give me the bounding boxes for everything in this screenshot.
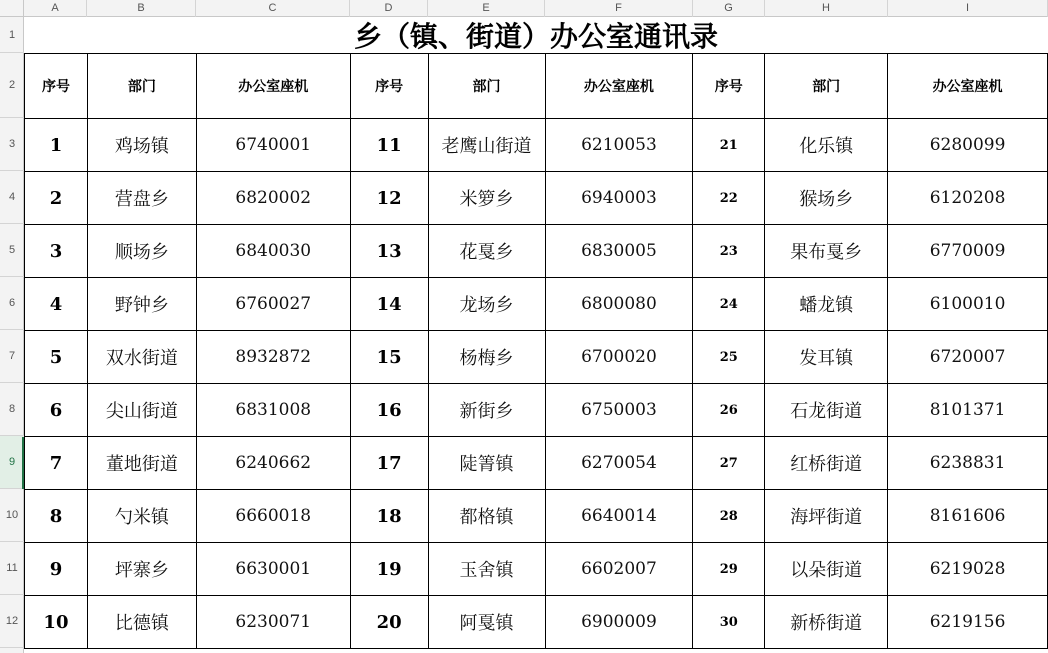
department-cell[interactable]: 营盘乡 [87, 172, 196, 225]
column-label[interactable]: 办公室座机 [888, 54, 1048, 119]
department-cell[interactable]: 陡箐镇 [428, 437, 545, 490]
table-row [25, 225, 1048, 278]
serial-number-cell[interactable]: 27 [693, 437, 765, 490]
department-cell[interactable]: 比德镇 [87, 596, 196, 649]
row-header-3[interactable]: 3 [0, 118, 24, 171]
table-row [25, 331, 1048, 384]
table-row [25, 437, 1048, 490]
office-phone-cell[interactable]: 6740001 [196, 119, 350, 172]
office-phone-cell[interactable]: 6770009 [888, 225, 1048, 278]
row-header-6[interactable]: 6 [0, 277, 24, 330]
serial-number-cell[interactable]: 3 [25, 225, 88, 278]
column-header-g[interactable]: G [693, 0, 765, 17]
directory-table [24, 53, 1048, 649]
serial-number-cell[interactable]: 15 [350, 331, 428, 384]
office-phone-cell[interactable]: 6831008 [196, 384, 350, 437]
column-label[interactable]: 办公室座机 [196, 54, 350, 119]
column-header-c[interactable]: C [196, 0, 350, 17]
serial-number-cell[interactable]: 16 [350, 384, 428, 437]
column-header-h[interactable]: H [765, 0, 888, 17]
department-cell[interactable]: 蟠龙镇 [765, 278, 888, 331]
office-phone-cell[interactable]: 6760027 [196, 278, 350, 331]
department-cell[interactable]: 勺米镇 [87, 490, 196, 543]
department-cell[interactable]: 阿戛镇 [428, 596, 545, 649]
column-header-d[interactable]: D [350, 0, 428, 17]
row-header-1[interactable]: 1 [0, 17, 24, 53]
office-phone-cell[interactable]: 6602007 [545, 543, 693, 596]
department-cell[interactable]: 野钟乡 [87, 278, 196, 331]
serial-number-cell[interactable]: 26 [693, 384, 765, 437]
serial-number-cell[interactable]: 17 [350, 437, 428, 490]
serial-number-cell[interactable]: 19 [350, 543, 428, 596]
serial-number-cell[interactable]: 30 [693, 596, 765, 649]
table-row [25, 172, 1048, 225]
office-phone-cell[interactable]: 8161606 [888, 490, 1048, 543]
serial-number-cell[interactable]: 13 [350, 225, 428, 278]
serial-number-cell[interactable]: 21 [693, 119, 765, 172]
department-cell[interactable]: 果布戛乡 [765, 225, 888, 278]
department-cell[interactable]: 龙场乡 [428, 278, 545, 331]
serial-number-cell[interactable]: 22 [693, 172, 765, 225]
serial-number-cell[interactable]: 6 [25, 384, 88, 437]
office-phone-cell[interactable]: 6660018 [196, 490, 350, 543]
column-label[interactable]: 部门 [765, 54, 888, 119]
column-header-a[interactable]: A [24, 0, 87, 17]
office-phone-cell[interactable]: 6100010 [888, 278, 1048, 331]
table-row [25, 596, 1048, 649]
department-cell[interactable]: 海坪街道 [765, 490, 888, 543]
row-header-5[interactable]: 5 [0, 224, 24, 277]
column-header-i[interactable]: I [888, 0, 1048, 17]
serial-number-cell[interactable]: 29 [693, 543, 765, 596]
column-label[interactable]: 部门 [428, 54, 545, 119]
office-phone-cell[interactable]: 6700020 [545, 331, 693, 384]
department-cell[interactable]: 董地街道 [87, 437, 196, 490]
department-cell[interactable]: 双水街道 [87, 331, 196, 384]
table-row [25, 119, 1048, 172]
column-label[interactable]: 部门 [87, 54, 196, 119]
office-phone-cell[interactable]: 6120208 [888, 172, 1048, 225]
serial-number-cell[interactable]: 14 [350, 278, 428, 331]
department-cell[interactable]: 老鹰山街道 [428, 119, 545, 172]
office-phone-cell[interactable]: 6219156 [888, 596, 1048, 649]
serial-number-cell[interactable]: 25 [693, 331, 765, 384]
serial-number-cell[interactable]: 7 [25, 437, 88, 490]
serial-number-cell[interactable]: 9 [25, 543, 88, 596]
row-header-4[interactable]: 4 [0, 171, 24, 224]
office-phone-cell[interactable]: 8932872 [196, 331, 350, 384]
office-phone-cell[interactable]: 6830005 [545, 225, 693, 278]
serial-number-cell[interactable]: 5 [25, 331, 88, 384]
office-phone-cell[interactable]: 6240662 [196, 437, 350, 490]
row-header-2[interactable]: 2 [0, 53, 24, 118]
serial-number-cell[interactable]: 20 [350, 596, 428, 649]
office-phone-cell[interactable]: 6940003 [545, 172, 693, 225]
column-header-e[interactable]: E [428, 0, 545, 17]
department-cell[interactable]: 化乐镇 [765, 119, 888, 172]
table-row [25, 278, 1048, 331]
serial-number-cell[interactable]: 8 [25, 490, 88, 543]
department-cell[interactable]: 以朵街道 [765, 543, 888, 596]
office-phone-cell[interactable]: 6640014 [545, 490, 693, 543]
department-cell[interactable]: 杨梅乡 [428, 331, 545, 384]
serial-number-cell[interactable]: 1 [25, 119, 88, 172]
serial-number-cell[interactable]: 18 [350, 490, 428, 543]
column-label[interactable]: 序号 [25, 54, 88, 119]
department-cell[interactable]: 新桥街道 [765, 596, 888, 649]
select-all-corner[interactable] [0, 0, 24, 17]
table-row [25, 384, 1048, 437]
office-phone-cell[interactable]: 6750003 [545, 384, 693, 437]
office-phone-cell[interactable]: 6840030 [196, 225, 350, 278]
office-phone-cell[interactable]: 6238831 [888, 437, 1048, 490]
row-header-9[interactable]: 9 [0, 436, 24, 489]
row-header-11[interactable]: 11 [0, 542, 24, 595]
office-phone-cell[interactable]: 6900009 [545, 596, 693, 649]
office-phone-cell[interactable]: 6720007 [888, 331, 1048, 384]
serial-number-cell[interactable]: 12 [350, 172, 428, 225]
row-header-8[interactable]: 8 [0, 383, 24, 436]
table-row [25, 543, 1048, 596]
serial-number-cell[interactable]: 23 [693, 225, 765, 278]
serial-number-cell[interactable]: 11 [350, 119, 428, 172]
department-cell[interactable]: 坪寨乡 [87, 543, 196, 596]
department-cell[interactable]: 石龙街道 [765, 384, 888, 437]
department-cell[interactable]: 花戛乡 [428, 225, 545, 278]
department-cell[interactable]: 都格镇 [428, 490, 545, 543]
department-cell[interactable]: 米箩乡 [428, 172, 545, 225]
serial-number-cell[interactable]: 24 [693, 278, 765, 331]
serial-number-cell[interactable]: 10 [25, 596, 88, 649]
serial-number-cell[interactable]: 4 [25, 278, 88, 331]
serial-number-cell[interactable]: 28 [693, 490, 765, 543]
column-label[interactable]: 办公室座机 [545, 54, 693, 119]
department-cell[interactable]: 猴场乡 [765, 172, 888, 225]
office-phone-cell[interactable]: 6820002 [196, 172, 350, 225]
column-header-b[interactable]: B [87, 0, 196, 17]
office-phone-cell[interactable]: 6630001 [196, 543, 350, 596]
department-cell[interactable]: 尖山街道 [87, 384, 196, 437]
office-phone-cell[interactable]: 6210053 [545, 119, 693, 172]
department-cell[interactable]: 鸡场镇 [87, 119, 196, 172]
office-phone-cell[interactable]: 6230071 [196, 596, 350, 649]
department-cell[interactable]: 新街乡 [428, 384, 545, 437]
row-header-10[interactable]: 10 [0, 489, 24, 542]
row-header-12[interactable]: 12 [0, 595, 24, 648]
row-headers [0, 17, 24, 653]
office-phone-cell[interactable]: 6270054 [545, 437, 693, 490]
column-label[interactable]: 序号 [693, 54, 765, 119]
office-phone-cell[interactable]: 8101371 [888, 384, 1048, 437]
office-phone-cell[interactable]: 6219028 [888, 543, 1048, 596]
department-cell[interactable]: 顺场乡 [87, 225, 196, 278]
header-row [25, 54, 1048, 119]
department-cell[interactable]: 发耳镇 [765, 331, 888, 384]
column-header-f[interactable]: F [545, 0, 693, 17]
office-phone-cell[interactable]: 6800080 [545, 278, 693, 331]
office-phone-cell[interactable]: 6280099 [888, 119, 1048, 172]
department-cell[interactable]: 红桥街道 [765, 437, 888, 490]
row-header-7[interactable]: 7 [0, 330, 24, 383]
serial-number-cell[interactable]: 2 [25, 172, 88, 225]
table-row [25, 490, 1048, 543]
sheet-title[interactable]: 乡（镇、街道）办公室通讯录 [353, 20, 718, 53]
department-cell[interactable]: 玉舍镇 [428, 543, 545, 596]
column-label[interactable]: 序号 [350, 54, 428, 119]
